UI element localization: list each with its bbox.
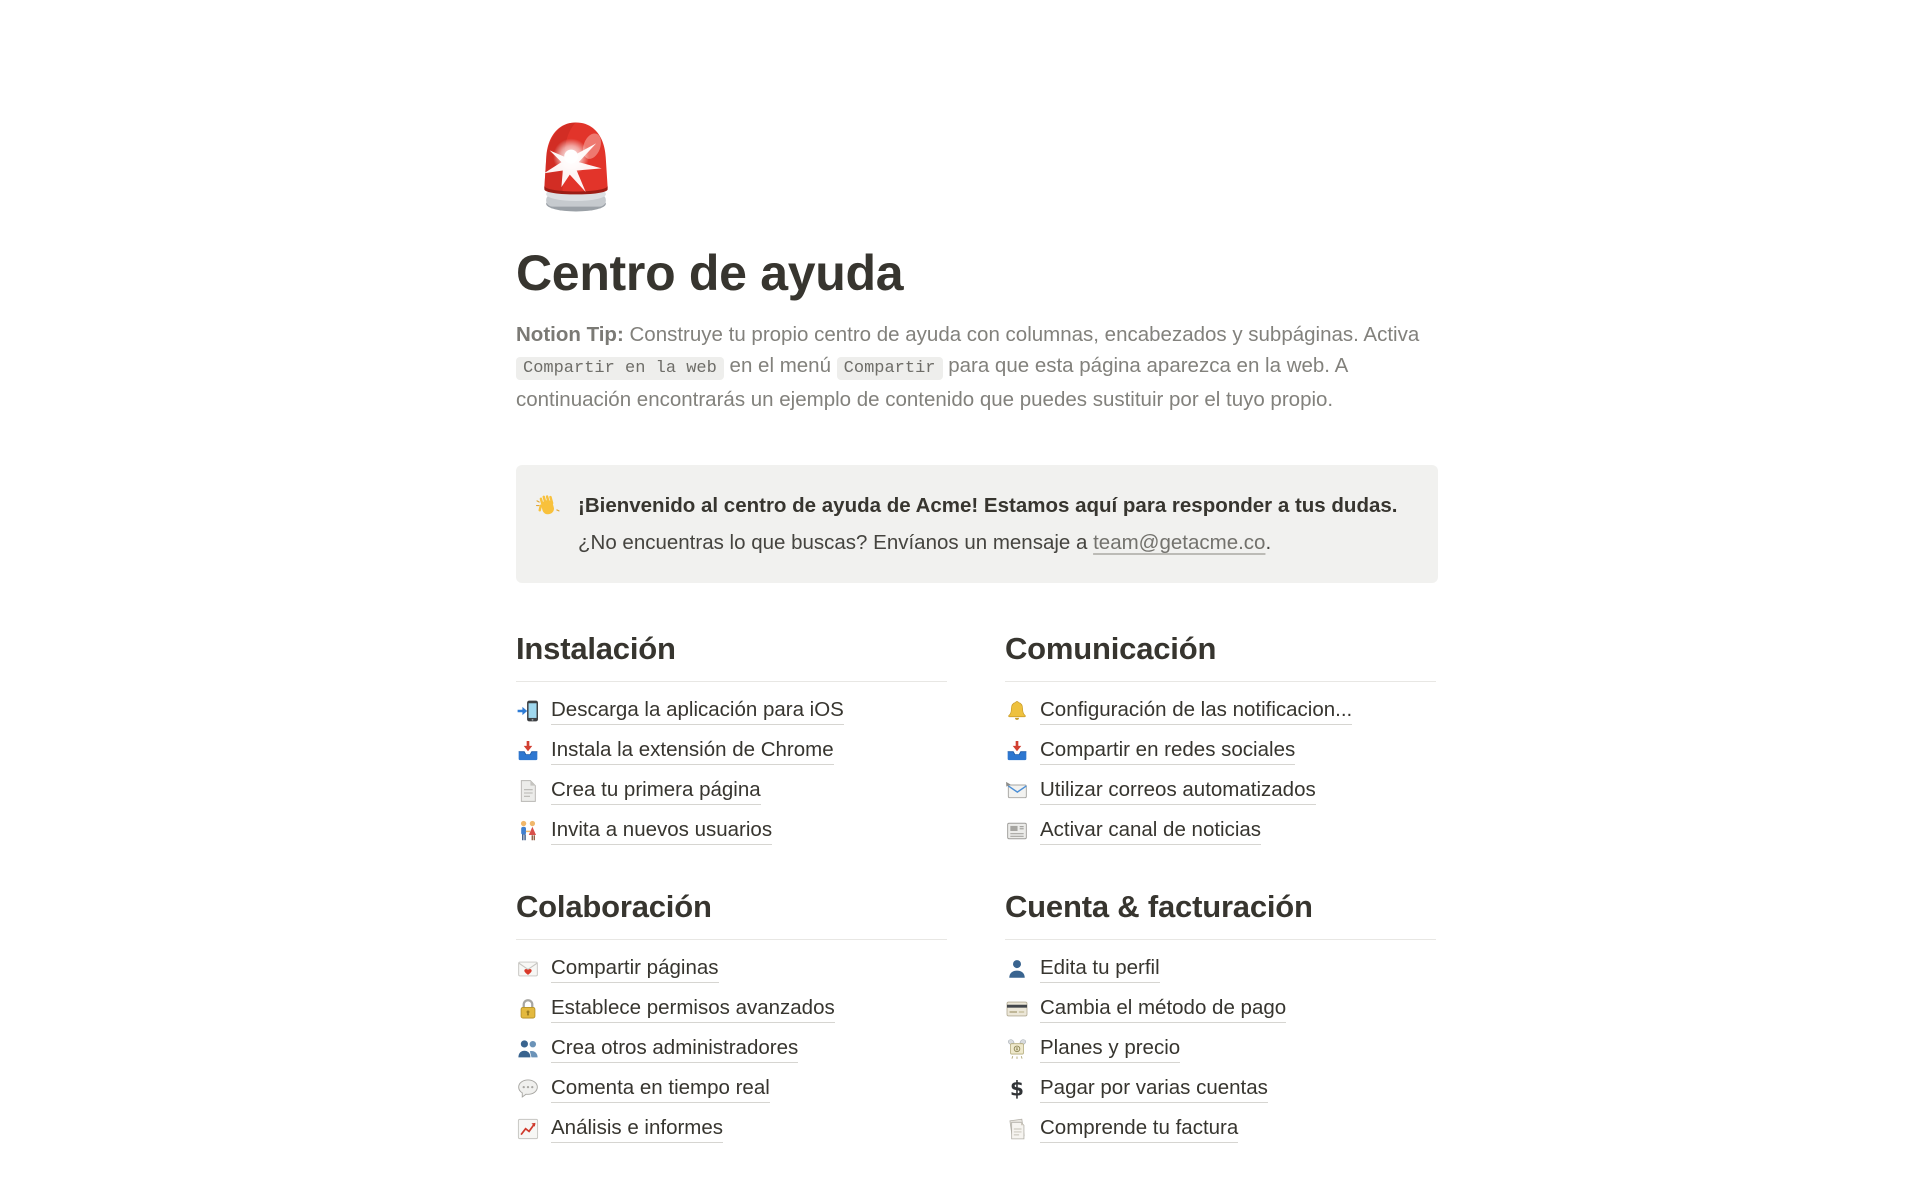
callout-line	[578, 524, 1397, 561]
tip-label: Notion Tip:	[516, 323, 624, 346]
list-item	[516, 989, 947, 1029]
page-title: Centro de ayuda	[516, 245, 904, 301]
couple-icon	[516, 819, 540, 843]
mobile-phone-arrow-icon	[516, 699, 540, 723]
list-item	[516, 731, 947, 771]
page-content	[516, 0, 1438, 1149]
link-invita-usuarios[interactable]: Invita a nuevos usuarios	[551, 818, 772, 845]
link-compartir-paginas[interactable]: Compartir páginas	[551, 956, 719, 983]
inbox-tray-icon	[1005, 739, 1029, 763]
list-item	[1005, 949, 1436, 989]
bell-icon	[1005, 699, 1029, 723]
section-comunicacion	[1005, 629, 1436, 851]
link-correos-automatizados[interactable]: Utilizar correos automatizados	[1040, 778, 1316, 805]
list-item	[516, 771, 947, 811]
list-item	[516, 691, 947, 731]
list-item	[1005, 989, 1436, 1029]
link-canal-noticias[interactable]: Activar canal de noticias	[1040, 818, 1261, 845]
welcome-callout	[516, 465, 1438, 583]
callout-title: ¡Bienvenido al centro de ayuda de Acme! Estamos aquí para responder a tus dudas.	[578, 494, 1398, 517]
link-comprende-factura[interactable]: Comprende tu factura	[1040, 1116, 1238, 1143]
lock-icon	[516, 997, 540, 1021]
section-title-colaboracion: Colaboración	[516, 887, 947, 940]
link-crea-administradores[interactable]: Crea otros administradores	[551, 1036, 798, 1063]
callout-body	[578, 487, 1397, 561]
tip-text-2: en el menú	[723, 354, 837, 377]
list-item	[1005, 691, 1436, 731]
section-instalacion	[516, 629, 947, 851]
list-item	[516, 1109, 947, 1149]
bust-icon	[1005, 957, 1029, 981]
link-primera-pagina[interactable]: Crea tu primera página	[551, 778, 761, 805]
list-item	[1005, 771, 1436, 811]
list-item	[516, 1029, 947, 1069]
list-item	[1005, 1069, 1436, 1109]
link-descarga-ios[interactable]: Descarga la aplicación para iOS	[551, 698, 844, 725]
newspaper-icon	[1005, 819, 1029, 843]
sections-grid	[516, 629, 1438, 1149]
section-colaboracion	[516, 887, 947, 1149]
speech-balloon-icon	[516, 1077, 540, 1101]
list-item	[1005, 731, 1436, 771]
code-compartir: Compartir	[837, 357, 943, 380]
page-icon	[516, 779, 540, 803]
list-item	[516, 1069, 947, 1109]
link-edita-perfil[interactable]: Edita tu perfil	[1040, 956, 1160, 983]
link-analisis-informes[interactable]: Análisis e informes	[551, 1116, 723, 1143]
siren-icon[interactable]	[526, 117, 626, 217]
inbox-tray-icon	[516, 739, 540, 763]
callout-text-end: .	[1265, 531, 1272, 554]
money-wings-icon	[1005, 1037, 1029, 1061]
link-configuracion-notificaciones[interactable]: Configuración de las notificacion...	[1040, 698, 1352, 725]
svg-text:$: $	[1010, 1077, 1024, 1101]
link-metodo-pago[interactable]: Cambia el método de pago	[1040, 996, 1286, 1023]
list-item	[516, 811, 947, 851]
link-extension-chrome[interactable]: Instala la extensión de Chrome	[551, 738, 834, 765]
section-cuenta-facturacion	[1005, 887, 1436, 1149]
incoming-envelope-icon	[1005, 779, 1029, 803]
love-letter-icon	[516, 957, 540, 981]
code-compartir-en-la-web: Compartir en la web	[516, 357, 724, 380]
link-pagar-varias-cuentas[interactable]: Pagar por varias cuentas	[1040, 1076, 1268, 1103]
callout-text: ¿No encuentras lo que buscas? Envíanos un mensaje a	[578, 531, 1094, 554]
credit-card-icon	[1005, 997, 1029, 1021]
section-title-instalacion: Instalación	[516, 629, 947, 682]
tip-text-1: Construye tu propio centro de ayuda con columnas, encabezados y subpáginas. Activa	[623, 323, 1420, 346]
wave-icon	[534, 492, 562, 520]
list-item	[1005, 1029, 1436, 1069]
chart-increasing-icon	[516, 1117, 540, 1141]
link-redes-sociales[interactable]: Compartir en redes sociales	[1040, 738, 1295, 765]
section-title-comunicacion: Comunicación	[1005, 629, 1436, 682]
tip-text-3: para que esta página aparezca en la web. A continuación encontrarás un ejemplo de contenido que puedes sustituir por el tuyo propio.	[516, 354, 1348, 411]
list-item	[1005, 1109, 1436, 1149]
dollar-icon	[1005, 1077, 1029, 1101]
bookmark-tabs-icon	[1005, 1117, 1029, 1141]
link-permisos-avanzados[interactable]: Establece permisos avanzados	[551, 996, 835, 1023]
list-item	[1005, 811, 1436, 851]
list-item	[516, 949, 947, 989]
link-planes-precio[interactable]: Planes y precio	[1040, 1036, 1180, 1063]
email-link[interactable]: team@getacme.co	[1093, 531, 1266, 554]
link-comenta-tiempo-real[interactable]: Comenta en tiempo real	[551, 1076, 770, 1103]
busts-icon	[516, 1037, 540, 1061]
section-title-cuenta-facturacion: Cuenta & facturación	[1005, 887, 1436, 940]
notion-tip	[516, 319, 1438, 415]
